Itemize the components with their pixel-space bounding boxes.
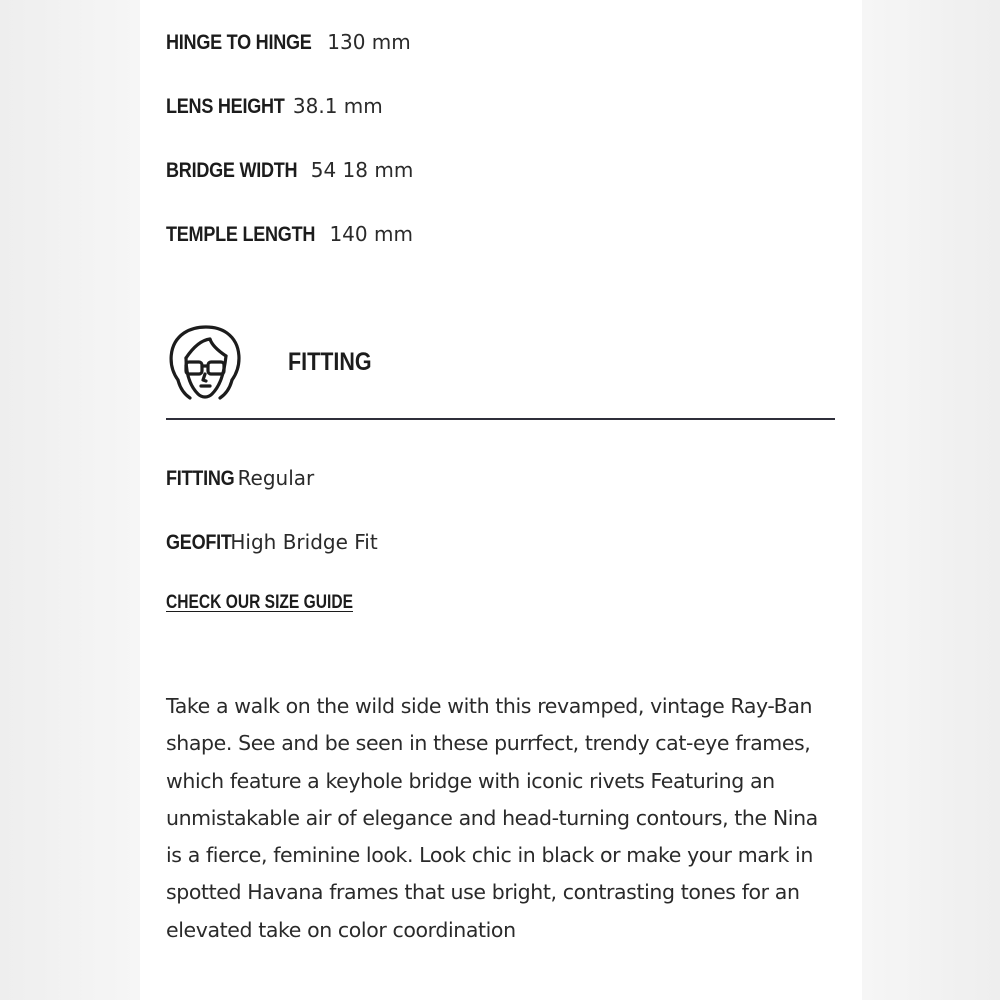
spec-value: 130 mm bbox=[327, 30, 411, 54]
fitting-row bbox=[166, 466, 314, 491]
size-guide-link[interactable]: CHECK OUR SIZE GUIDE bbox=[166, 592, 353, 613]
spec-row-temple-length bbox=[166, 222, 413, 247]
geofit-value: High Bridge Fit bbox=[230, 530, 378, 554]
geofit-label: GEOFIT bbox=[166, 531, 232, 554]
spec-value: 140 mm bbox=[329, 222, 413, 246]
geofit-row bbox=[166, 530, 378, 555]
spec-row-hinge-to-hinge bbox=[166, 30, 411, 55]
spec-label: TEMPLE LENGTH bbox=[166, 223, 316, 246]
spec-row-lens-height bbox=[166, 94, 383, 119]
fitting-section-header bbox=[166, 320, 835, 420]
spec-value: 54 18 mm bbox=[310, 158, 414, 182]
product-description: Take a walk on the wild side with this revamped, vintage Ray-Ban shape. See and be seen in these purrfect, trendy cat-eye frames, which feature a keyhole bridge with iconic rivets Featuring an unmistakable air of elegance and head-turning contours, the Nina is a fierce, feminine look. Look chic in black or make your mark in spotted Havana frames that use bright, contrasting tones for an elevated take on color coordination bbox=[166, 694, 818, 942]
spec-label: LENS HEIGHT bbox=[166, 95, 285, 118]
spec-row-bridge-width bbox=[166, 158, 413, 183]
spec-label: BRIDGE WIDTH bbox=[166, 159, 298, 182]
spec-value: 38.1 mm bbox=[292, 94, 383, 118]
face-with-glasses-icon bbox=[166, 322, 244, 406]
fitting-section-title: FITTING bbox=[288, 348, 372, 376]
fitting-label: FITTING bbox=[166, 467, 235, 490]
spec-label: HINGE TO HINGE bbox=[166, 31, 312, 54]
fitting-value: Regular bbox=[237, 466, 315, 490]
